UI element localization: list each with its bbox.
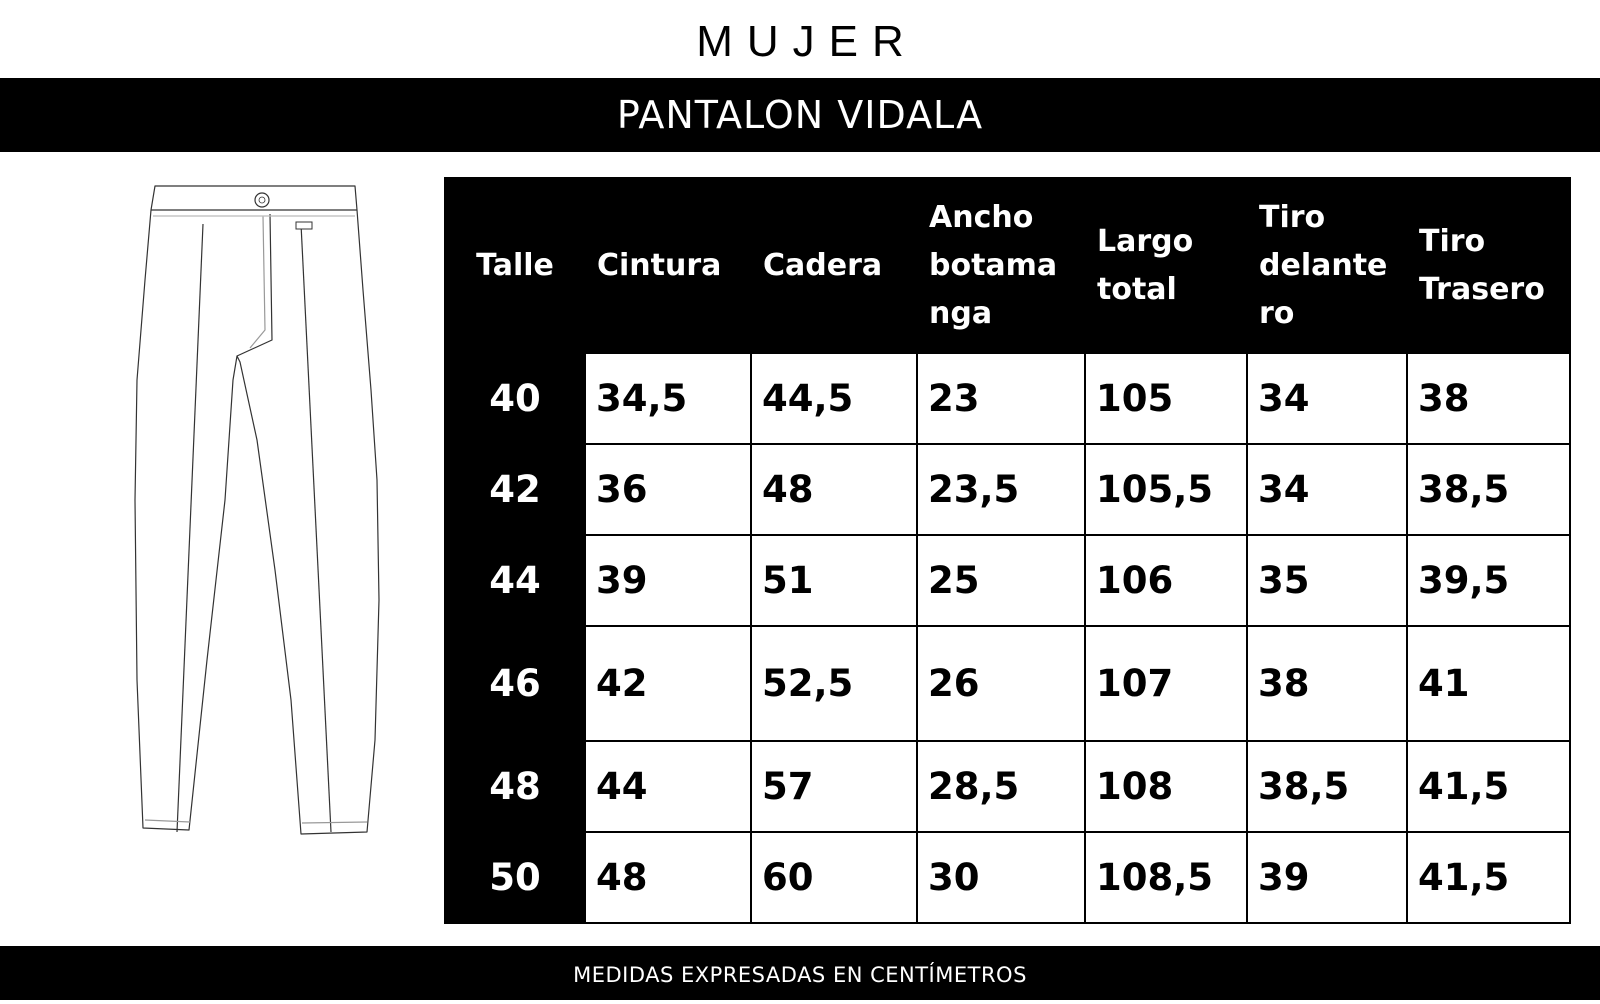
cintura-cell: 34,5 — [585, 353, 751, 444]
hem-line-right — [302, 822, 367, 823]
page-title: MUJER — [696, 17, 918, 66]
table-row — [445, 832, 1570, 923]
tiro-trasero-cell: 38 — [1407, 353, 1570, 444]
header-cintura: Cintura — [585, 178, 751, 353]
header-cadera: Cadera — [751, 178, 917, 353]
button-icon — [255, 193, 269, 207]
largo-total-cell: 105 — [1085, 353, 1247, 444]
size-chart-table — [444, 177, 1571, 924]
tiro-trasero-cell: 41 — [1407, 626, 1570, 741]
tiro-delantero-cell: 38 — [1247, 626, 1407, 741]
cadera-cell: 60 — [751, 832, 917, 923]
table-row — [445, 353, 1570, 444]
trousers-drawing — [125, 180, 400, 852]
crease-line-left — [177, 224, 203, 832]
tiro-trasero-cell: 41,5 — [1407, 832, 1570, 923]
cadera-cell: 57 — [751, 741, 917, 832]
size-cell: 40 — [445, 353, 585, 444]
tiro-delantero-cell: 34 — [1247, 444, 1407, 535]
largo-total-cell: 105,5 — [1085, 444, 1247, 535]
cadera-cell: 44,5 — [751, 353, 917, 444]
size-cell: 44 — [445, 535, 585, 626]
header-ancho-botamanga: Ancho botama nga — [917, 178, 1085, 353]
label-tag-icon — [296, 222, 312, 229]
hem-line-left — [145, 820, 190, 822]
tiro-delantero-cell: 35 — [1247, 535, 1407, 626]
product-name-banner: PANTALON VIDALA — [0, 78, 1600, 152]
largo-total-cell: 106 — [1085, 535, 1247, 626]
cadera-cell: 51 — [751, 535, 917, 626]
ancho-botamanga-cell: 23,5 — [917, 444, 1085, 535]
cintura-cell: 42 — [585, 626, 751, 741]
cadera-cell: 48 — [751, 444, 917, 535]
size-cell: 46 — [445, 626, 585, 741]
ancho-botamanga-cell: 28,5 — [917, 741, 1085, 832]
tiro-trasero-cell: 41,5 — [1407, 741, 1570, 832]
ancho-botamanga-cell: 23 — [917, 353, 1085, 444]
size-cell: 50 — [445, 832, 585, 923]
table-row — [445, 741, 1570, 832]
size-cell: 48 — [445, 741, 585, 832]
table-row — [445, 535, 1570, 626]
trousers-outline — [135, 186, 379, 834]
crease-line-right — [301, 224, 331, 832]
table-row — [445, 626, 1570, 741]
largo-total-cell: 108 — [1085, 741, 1247, 832]
tiro-delantero-cell: 38,5 — [1247, 741, 1407, 832]
size-cell: 42 — [445, 444, 585, 535]
cintura-cell: 48 — [585, 832, 751, 923]
cadera-cell: 52,5 — [751, 626, 917, 741]
header-tiro-trasero: Tiro Trasero — [1407, 178, 1570, 353]
largo-total-cell: 107 — [1085, 626, 1247, 741]
tiro-trasero-cell: 39,5 — [1407, 535, 1570, 626]
header-largo-total: Largo total — [1085, 178, 1247, 353]
tiro-trasero-cell: 38,5 — [1407, 444, 1570, 535]
cintura-cell: 39 — [585, 535, 751, 626]
ancho-botamanga-cell: 25 — [917, 535, 1085, 626]
table-row — [445, 444, 1570, 535]
footer-note: MEDIDAS EXPRESADAS EN CENTÍMETROS — [0, 946, 1600, 1000]
fly-line — [237, 214, 272, 356]
ancho-botamanga-cell: 30 — [917, 832, 1085, 923]
ancho-botamanga-cell: 26 — [917, 626, 1085, 741]
cintura-cell: 44 — [585, 741, 751, 832]
tiro-delantero-cell: 39 — [1247, 832, 1407, 923]
fly-stitch — [250, 216, 265, 348]
header-talle: Talle — [445, 178, 585, 353]
table-header-row — [445, 178, 1570, 353]
tiro-delantero-cell: 34 — [1247, 353, 1407, 444]
header-tiro-delantero: Tiro delante ro — [1247, 178, 1407, 353]
largo-total-cell: 108,5 — [1085, 832, 1247, 923]
cintura-cell: 36 — [585, 444, 751, 535]
